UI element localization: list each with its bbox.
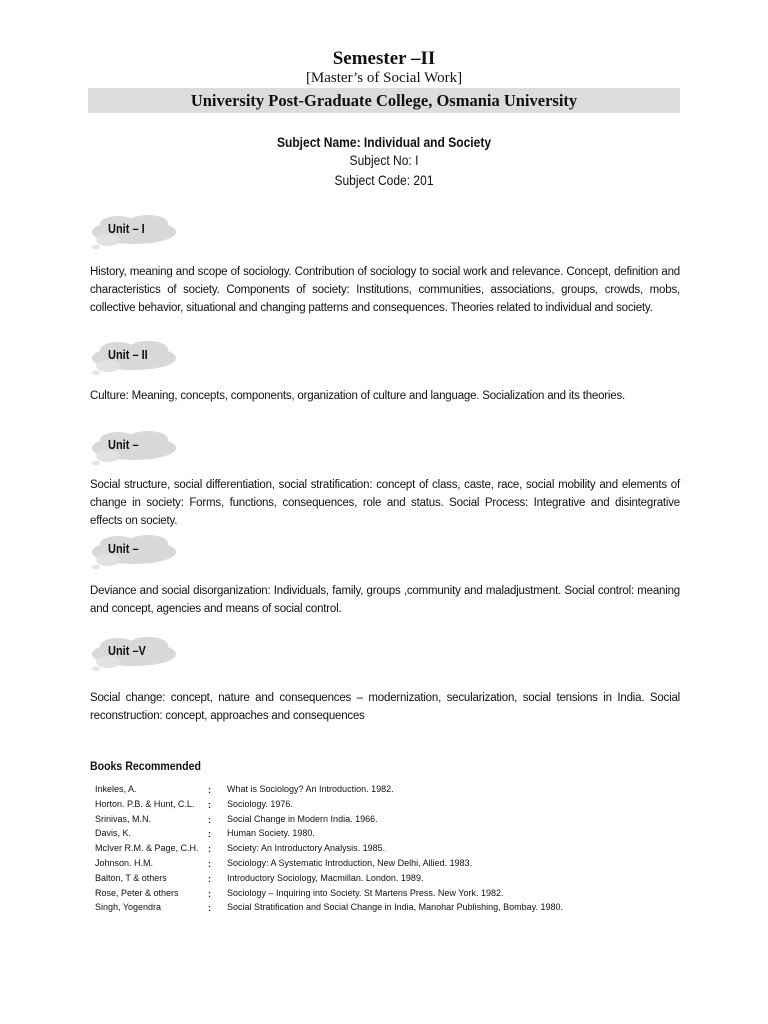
- program-subtitle: [Master’s of Social Work]: [305, 70, 463, 86]
- unit-label: Unit –: [108, 438, 139, 452]
- book-entry: [95, 900, 595, 915]
- book-author: Balton, T & others: [95, 872, 167, 883]
- unit-description: History, meaning and scope of sociology. Contribution of sociology to social work and relevance. Concept, definition and characteristics of society. Components of society: Institutions, communities, associations, groups, crowds, mobs, collective behavior, situational and changing patterns and consequences. Theories related to individual and society.: [90, 266, 680, 314]
- page-title: Semester –II: [332, 48, 436, 69]
- unit-description: Social structure, social differentiation, social stratification: concept of class, caste, race, social mobility and elements of change in society: Forms, functions, consequences, role and status. Social Process: Integrative and disintegrative effects on society.: [90, 479, 680, 527]
- unit-label: Unit – II: [108, 348, 148, 362]
- unit-badge: [88, 534, 180, 570]
- book-entry: [95, 812, 595, 827]
- book-title: Introductory Sociology, Macmillan. London. 1989.: [227, 872, 424, 883]
- book-separator: :: [208, 888, 211, 899]
- book-entry: [95, 886, 595, 901]
- unit-label: Unit –V: [108, 644, 146, 658]
- book-entry: [95, 871, 595, 886]
- book-title: Sociology – Inquiring into Society. St Martens Press. New York. 1982.: [227, 887, 504, 898]
- book-author: Srinivas, M.N.: [95, 813, 152, 824]
- subject-code: Subject Code: 201: [334, 172, 434, 188]
- unit-description: Social change: concept, nature and consequences – modernization, secularization, social tensions in India. Social reconstruction: concept, approaches and consequences: [90, 692, 680, 722]
- book-separator: :: [208, 814, 211, 825]
- book-entry: [95, 826, 595, 841]
- unit-description: Deviance and social disorganization: Individuals, family, groups ,community and maladjustment. Social control: meaning and concept, agencies and means of social control.: [90, 585, 680, 615]
- book-separator: :: [208, 785, 211, 795]
- book-title: Sociology: A Systematic Introduction, New Delhi, Allied. 1983.: [227, 857, 473, 868]
- book-author: Singh, Yogendra: [95, 902, 162, 913]
- book-entry: [95, 856, 595, 871]
- book-author: Davis, K.: [95, 828, 132, 839]
- unit-badge: [88, 636, 180, 672]
- book-separator: :: [208, 858, 211, 869]
- subject-number: Subject No: I: [349, 152, 419, 168]
- books-list: [95, 782, 595, 915]
- unit-badge: [88, 214, 180, 250]
- unit-description: Culture: Meaning, concepts, components, organization of culture and language. Socialization and its theories.: [90, 390, 626, 402]
- unit-label: Unit –: [108, 542, 139, 556]
- book-author: McIver R.M. & Page, C.H.: [95, 843, 199, 854]
- book-entry: [95, 797, 595, 812]
- unit-badge: [88, 430, 180, 466]
- book-author: Johnson. H.M.: [95, 857, 154, 868]
- subject-name: Subject Name: Individual and Society: [276, 134, 492, 150]
- book-title: Sociology. 1976.: [227, 798, 293, 809]
- book-separator: :: [208, 829, 211, 840]
- book-author: Inkeles, A.: [95, 784, 137, 794]
- book-entry: [95, 782, 595, 797]
- book-entry: [95, 841, 595, 856]
- book-separator: :: [208, 844, 211, 855]
- book-title: Social Stratification and Social Change in India, Manohar Publishing, Bombay. 1980.: [227, 902, 564, 913]
- book-separator: :: [208, 799, 211, 810]
- book-separator: :: [208, 903, 211, 914]
- unit-label: Unit – I: [108, 222, 145, 236]
- college-banner: University Post-Graduate College, Osmania University: [88, 88, 680, 113]
- book-title: Social Change in Modern India. 1966.: [227, 813, 378, 824]
- book-separator: :: [208, 873, 211, 884]
- book-author: Horton. P.B. & Hunt, C.L.: [95, 798, 195, 809]
- book-title: Society: An Introductory Analysis. 1985.: [227, 843, 386, 854]
- unit-badge: [88, 340, 180, 376]
- book-title: What is Sociology? An Introduction. 1982.: [227, 784, 394, 794]
- book-title: Human Society. 1980.: [227, 828, 315, 839]
- books-heading: Books Recommended: [90, 759, 201, 773]
- book-author: Rose, Peter & others: [95, 887, 179, 898]
